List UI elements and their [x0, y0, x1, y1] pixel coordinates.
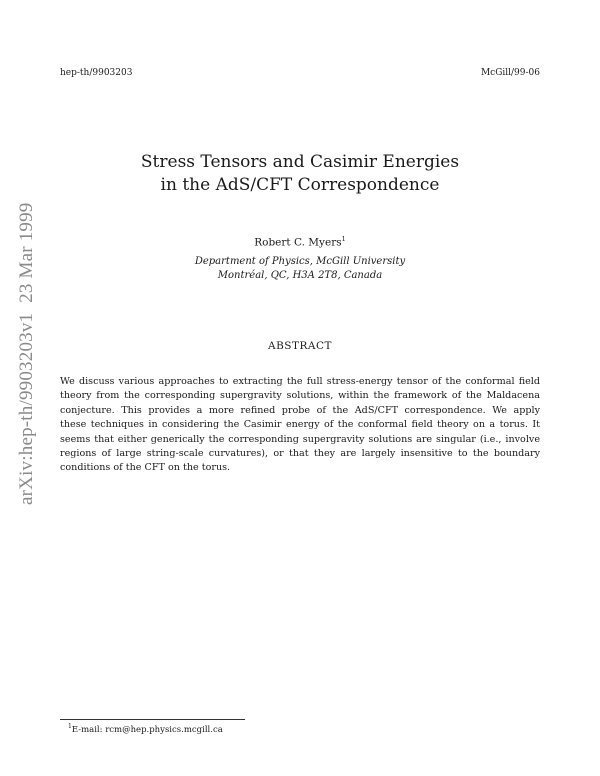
affiliation-line-2: Montréal, QC, H3A 2T8, Canada: [217, 270, 383, 281]
abstract-line: We discuss various approaches to extracting the full stress-energy tensor of the conformal field: [60, 376, 540, 387]
footnote-mark: 1: [68, 723, 72, 730]
abstract-line: conjecture. This provides a more refined probe of the AdS/CFT correspondence. We apply: [60, 404, 540, 416]
title-line-1: Stress Tensors and Casimir Energies: [140, 152, 460, 172]
institution-number: McGill/99-06: [480, 68, 540, 78]
author-footnote-mark[interactable]: 1: [341, 235, 346, 243]
abstract-heading: ABSTRACT: [267, 340, 333, 352]
arxiv-stamp: arXiv:hep-th/9903203v1 23 Mar 1999: [16, 202, 37, 505]
footnote-email[interactable]: E-mail: rcm@hep.physics.mcgill.ca: [71, 724, 223, 735]
abstract-line: conditions of the CFT on the torus.: [60, 462, 231, 474]
report-number: hep-th/9903203: [60, 68, 133, 78]
footnote-rule: [60, 719, 245, 720]
title-line-2: in the AdS/CFT Correspondence: [160, 175, 440, 195]
abstract-line: these techniques in considering the Casimir energy of the conformal field theory on a torus. It: [60, 419, 540, 431]
affiliation: [60, 255, 540, 283]
paper-title: [60, 151, 540, 197]
abstract-line: theory from the corresponding supergravity solutions, within the framework of the Maldacena: [60, 390, 540, 402]
abstract-line: regions of large string-scale curvatures), or that they are largely insensitive to the boundary: [60, 448, 540, 460]
author: [60, 235, 540, 249]
footnote: [68, 723, 223, 735]
affiliation-line-1: Department of Physics, McGill University: [194, 256, 406, 267]
author-name: Robert C. Myers: [254, 236, 342, 249]
abstract-body: [60, 375, 540, 476]
abstract-line: seems that either generically the corresponding supergravity solutions are singular (i.e., involve: [60, 433, 540, 445]
